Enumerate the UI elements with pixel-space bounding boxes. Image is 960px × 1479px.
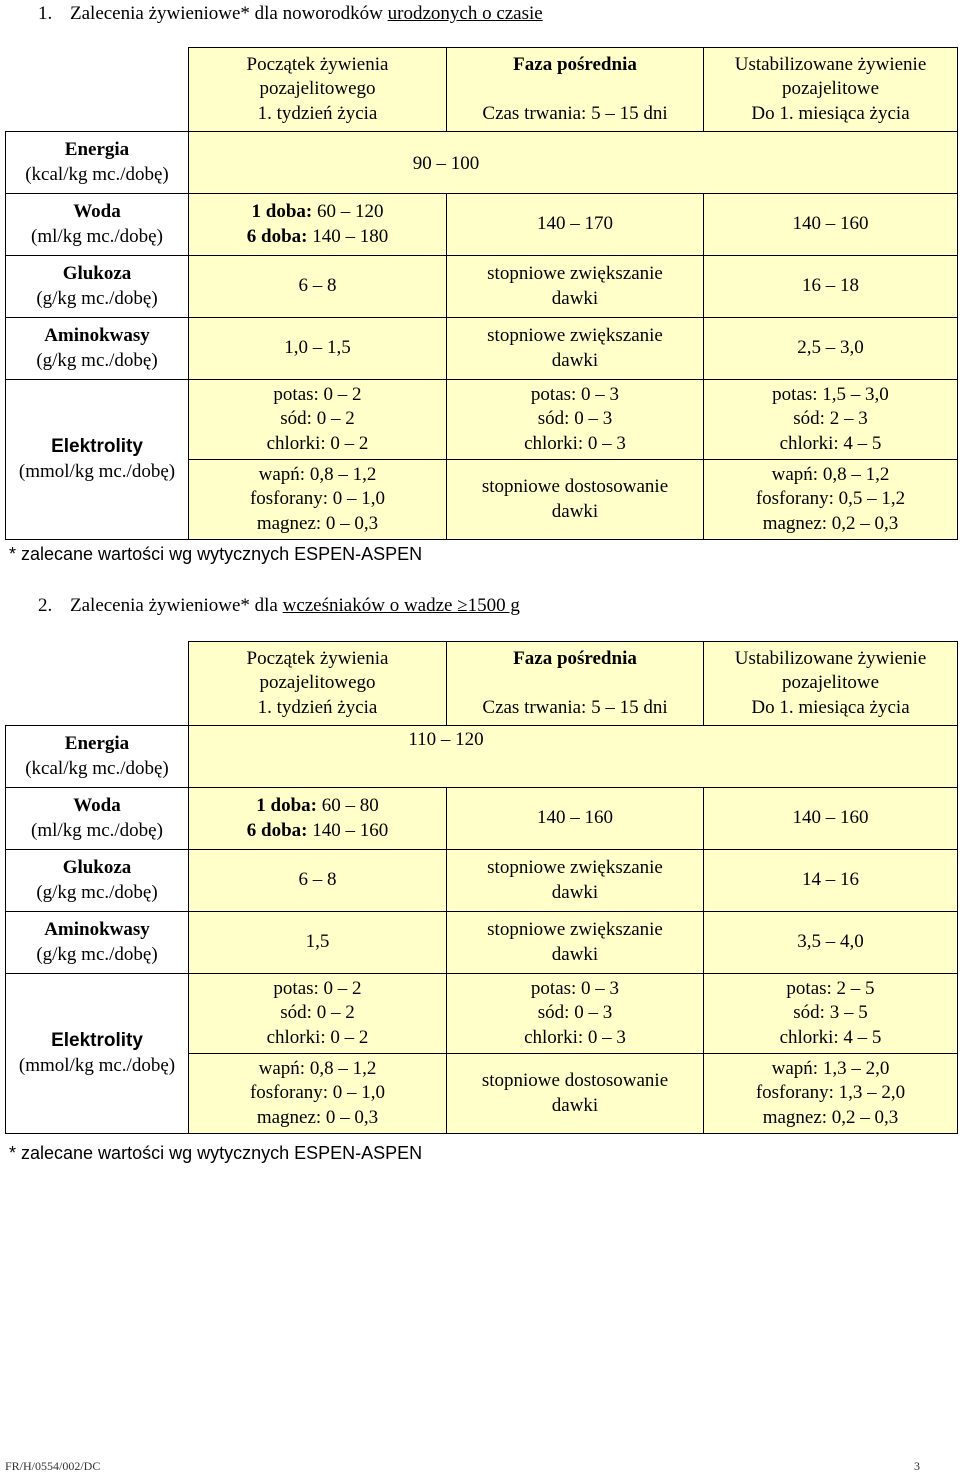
header-row xyxy=(6,48,958,132)
elektrolity-initial-a: potas: 0 – 2 sód: 0 – 2 chlorki: 0 – 2 xyxy=(189,380,447,460)
nutrition-table-2 xyxy=(5,641,958,1134)
row-label-glukoza: Glukoza (g/kg mc./dobę) xyxy=(6,850,189,912)
row-energia xyxy=(6,132,958,194)
aminokwasy-initial: 1,0 – 1,5 xyxy=(189,318,447,380)
section-1-title: Zalecenia żywieniowe* dla noworodków xyxy=(70,3,388,24)
row-glukoza xyxy=(6,256,958,318)
row-woda xyxy=(6,194,958,256)
row-label-energia: Energia (kcal/kg mc./dobę) xyxy=(6,726,189,788)
section-1-title-underlined: urodzonych o czasie xyxy=(387,3,543,24)
nutrition-table-1 xyxy=(5,47,958,540)
page-number: 3 xyxy=(914,1459,920,1473)
row-aminokwasy xyxy=(6,912,958,974)
woda-initial: 1 doba: 60 – 120 6 doba: 140 – 180 xyxy=(189,194,447,256)
glukoza-initial: 6 – 8 xyxy=(189,850,447,912)
glukoza-stabilized: 16 – 18 xyxy=(704,256,958,318)
header-col-stabilized: Ustabilizowane żywienie pozajelitowe Do 1. miesiąca życia xyxy=(704,48,958,132)
aminokwasy-intermediate: stopniowe zwiększanie dawki xyxy=(447,318,704,380)
row-label-elektrolity: Elektrolity (mmol/kg mc./dobę) xyxy=(6,974,189,1134)
row-label-elektrolity: Elektrolity (mmol/kg mc./dobę) xyxy=(6,380,189,540)
section-2-title: Zalecenia żywieniowe* dla xyxy=(70,595,283,616)
glukoza-intermediate: stopniowe zwiększanie dawki xyxy=(447,256,704,318)
header-col-intermediate: Faza pośrednia Czas trwania: 5 – 15 dni xyxy=(447,48,704,132)
glukoza-intermediate: stopniowe zwiększanie dawki xyxy=(447,850,704,912)
row-aminokwasy xyxy=(6,318,958,380)
woda-intermediate: 140 – 160 xyxy=(447,788,704,850)
glukoza-initial: 6 – 8 xyxy=(189,256,447,318)
section-2-heading xyxy=(38,594,520,619)
elektrolity-intermediate-b: stopniowe dostosowanie dawki xyxy=(447,460,704,540)
elektrolity-initial-a: potas: 0 – 2 sód: 0 – 2 chlorki: 0 – 2 xyxy=(189,974,447,1054)
elektrolity-initial-b: wapń: 0,8 – 1,2 fosforany: 0 – 1,0 magnez: 0 – 0,3 xyxy=(189,1054,447,1134)
section-1-number: 1. xyxy=(38,3,53,24)
footnote-2: * zalecane wartości wg wytycznych ESPEN-ASPEN xyxy=(9,1143,423,1163)
row-label-woda: Woda (ml/kg mc./dobę) xyxy=(6,194,189,256)
elektrolity-stabilized-b: wapń: 1,3 – 2,0 fosforany: 1,3 – 2,0 magnez: 0,2 – 0,3 xyxy=(704,1054,958,1134)
row-label-aminokwasy: Aminokwasy (g/kg mc./dobę) xyxy=(6,912,189,974)
row-elektrolity-a xyxy=(6,380,958,460)
elektrolity-intermediate-a: potas: 0 – 3 sód: 0 – 3 chlorki: 0 – 3 xyxy=(447,974,704,1054)
elektrolity-stabilized-a: potas: 1,5 – 3,0 sód: 2 – 3 chlorki: 4 – 5 xyxy=(704,380,958,460)
row-label-energia: Energia (kcal/kg mc./dobę) xyxy=(6,132,189,194)
header-row xyxy=(6,642,958,726)
blank-corner xyxy=(6,642,189,726)
woda-stabilized: 140 – 160 xyxy=(704,788,958,850)
elektrolity-intermediate-a: potas: 0 – 3 sód: 0 – 3 chlorki: 0 – 3 xyxy=(447,380,704,460)
header-col-initial: Początek żywienia pozajelitowego 1. tydzień życia xyxy=(189,48,447,132)
header-col-initial: Początek żywienia pozajelitowego 1. tydzień życia xyxy=(189,642,447,726)
woda-stabilized: 140 – 160 xyxy=(704,194,958,256)
woda-intermediate: 140 – 170 xyxy=(447,194,704,256)
elektrolity-initial-b: wapń: 0,8 – 1,2 fosforany: 0 – 1,0 magnez: 0 – 0,3 xyxy=(189,460,447,540)
section-1-heading xyxy=(38,2,543,27)
row-woda xyxy=(6,788,958,850)
elektrolity-stabilized-a: potas: 2 – 5 sód: 3 – 5 chlorki: 4 – 5 xyxy=(704,974,958,1054)
aminokwasy-stabilized: 3,5 – 4,0 xyxy=(704,912,958,974)
row-label-aminokwasy: Aminokwasy (g/kg mc./dobę) xyxy=(6,318,189,380)
row-energia xyxy=(6,726,958,788)
row-elektrolity-a xyxy=(6,974,958,1054)
woda-initial: 1 doba: 60 – 80 6 doba: 140 – 160 xyxy=(189,788,447,850)
footnote-1: * zalecane wartości wg wytycznych ESPEN-ASPEN xyxy=(9,544,423,564)
aminokwasy-initial: 1,5 xyxy=(189,912,447,974)
aminokwasy-stabilized: 2,5 – 3,0 xyxy=(704,318,958,380)
header-col-stabilized: Ustabilizowane żywienie pozajelitowe Do 1. miesiąca życia xyxy=(704,642,958,726)
energia-value: 110 – 120 xyxy=(189,726,958,788)
section-2-title-underlined: wcześniaków o wadze ≥1500 g xyxy=(282,595,520,616)
glukoza-stabilized: 14 – 16 xyxy=(704,850,958,912)
section-2-number: 2. xyxy=(38,595,53,616)
header-col-intermediate: Faza pośrednia Czas trwania: 5 – 15 dni xyxy=(447,642,704,726)
row-label-glukoza: Glukoza (g/kg mc./dobę) xyxy=(6,256,189,318)
elektrolity-stabilized-b: wapń: 0,8 – 1,2 fosforany: 0,5 – 1,2 magnez: 0,2 – 0,3 xyxy=(704,460,958,540)
document-code: FR/H/0554/002/DC xyxy=(5,1459,101,1473)
energia-value: 90 – 100 xyxy=(189,132,958,194)
aminokwasy-intermediate: stopniowe zwiększanie dawki xyxy=(447,912,704,974)
elektrolity-intermediate-b: stopniowe dostosowanie dawki xyxy=(447,1054,704,1134)
blank-corner xyxy=(6,48,189,132)
row-label-woda: Woda (ml/kg mc./dobę) xyxy=(6,788,189,850)
row-glukoza xyxy=(6,850,958,912)
